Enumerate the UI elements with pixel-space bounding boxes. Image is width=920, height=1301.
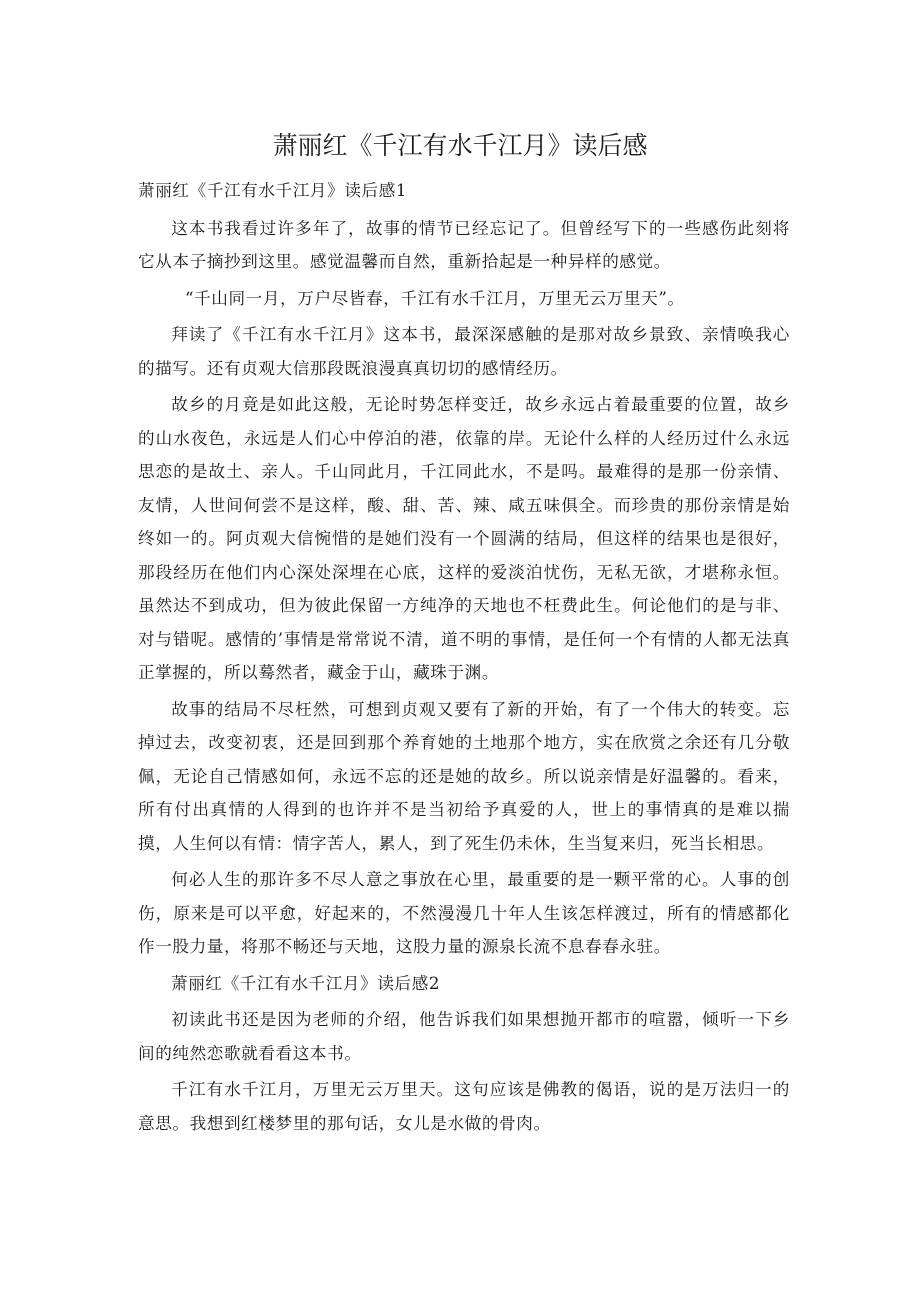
paragraph-2: 拜读了《千江有水千江月》这本书，最深深感触的是那对故乡景致、亲情唤我心的描写。还有贞观大信那段既浪漫真真切切的感情经历。 xyxy=(138,325,790,378)
paragraph-1: 这本书我看过许多年了，故事的情节已经忘记了。但曾经写下的一些感伤此刻将它从本子摘抄到这里。感觉温馨而自然，重新拾起是一种异样的感觉。 xyxy=(138,218,790,271)
document-title: 萧丽红《千江有水千江月》读后感 xyxy=(272,131,648,160)
section-1-heading: 萧丽红《千江有水千江月》读后感1 xyxy=(138,181,408,200)
paragraph-6: 初读此书还是因为老师的介绍，他告诉我们如果想抛开都市的喧嚣，倾听一下乡间的纯然恋歌就看看这本书。 xyxy=(138,1010,790,1063)
paragraph-7: 千江有水千江月，万里无云万里天。这句应该是佛教的偈语，说的是万法归一的意思。我想到红楼梦里的那句话，女儿是水做的骨肉。 xyxy=(138,1080,790,1133)
paragraph-3: 故乡的月竟是如此这般，无论时势怎样变迁，故乡永远占着最重要的位置，故乡的山水夜色，永远是人们心中停泊的港，依靠的岸。无论什么样的人经历过什么永远思恋的是故土、亲人。千山同此月，千江同此水，不是吗。最难得的是那一份亲情、友情，人世间何尝不是这样，酸、甜、苦、辣、咸五味俱全。而珍贵的那份亲情是始终如一的。阿贞观大信惋惜的是她们没有一个圆满的结局，但这样的结果也是很好，那段经历在他们内心深处深埋在心底，这样的爱淡泊忧伤，无私无欲，才堪称永恒。虽然达不到成功，但为彼此保留一方纯净的天地也不枉费此生。何论他们的是与非、对与错呢。感情的’事情是常常说不清，道不明的事情，是任何一个有情的人都无法真正掌握的，所以蓦然者，藏金于山，藏珠于渊。 xyxy=(138,395,790,682)
paragraph-4: 故事的结局不尽枉然，可想到贞观又要有了新的开始，有了一个伟大的转变。忘掉过去，改变初衷，还是回到那个养育她的土地那个地方，实在欣赏之余还有几分敬佩，无论自己情感如何，永远不忘的还是她的故乡。所以说亲情是好温馨的。看来，所有付出真情的人得到的也许并不是当初给予真爱的人，世上的事情真的是难以揣摸，人生何以有情：情字苦人，累人，到了死生仍未休，生当复来归，死当长相思。 xyxy=(138,699,790,853)
document-body xyxy=(138,174,790,1143)
paragraph-5: 何必人生的那许多不尽人意之事放在心里，最重要的是一颗平常的心。人事的创伤，原来是可以平愈，好起来的，不然漫漫几十年人生该怎样渡过，所有的情感都化作一股力量，将那不畅还与天地，这股力量的源泉长流不息春春永驻。 xyxy=(138,870,790,956)
section-2-heading: 萧丽红《千江有水千江月》读后感2 xyxy=(171,973,441,993)
quote-line: “千山同一月，万户尽皆春，千江有水千江月，万里无云万里天”。 xyxy=(185,288,685,308)
